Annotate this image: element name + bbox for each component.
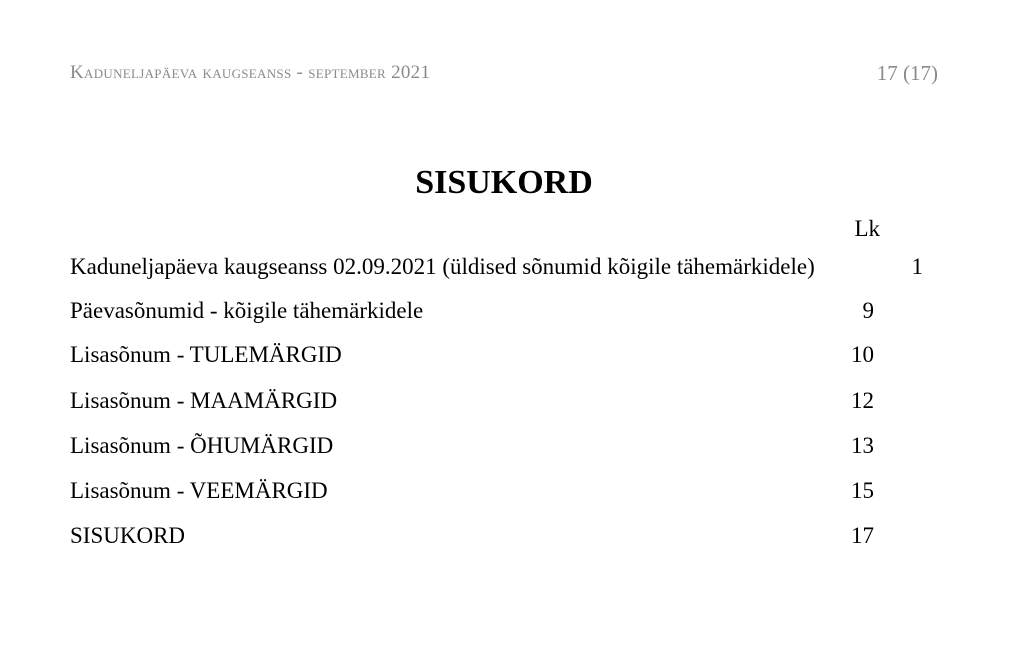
toc-entry[interactable] [70,388,880,418]
page-counter: 17 (17) [876,61,938,85]
toc-entry-page: 1 [911,254,923,279]
toc-entry-title: Lisasõnum - ÕHUMÄRGID [70,433,334,458]
toc-entry-title: Lisasõnum - VEEMÄRGID [70,478,328,503]
toc-entry-page: 10 [851,342,874,367]
toc-entry[interactable] [70,298,880,328]
toc-entry-page: 12 [851,388,874,413]
toc-entry-title: Lisasõnum - TULEMÄRGID [70,342,342,367]
toc-entry[interactable] [70,478,880,508]
toc-entry[interactable] [70,254,923,284]
page-column-label: Lk [854,216,880,241]
running-header-title: Kaduneljapäeva kaugseanss - september 2021 [70,62,431,83]
toc-entry-title: Lisasõnum - MAAMÄRGID [70,388,338,413]
toc-entry-title: Päevasõnumid - kõigile tähemärkidele [70,298,424,323]
toc-title: SISUKORD [415,164,593,201]
toc-entry-page: 9 [862,298,874,323]
toc-entry-page: 13 [851,433,874,458]
toc-entry[interactable] [70,342,880,372]
toc-entry[interactable] [70,523,880,553]
toc-entry-page: 17 [851,523,874,548]
toc-entry-page: 15 [851,478,874,503]
toc-entry-title: Kaduneljapäeva kaugseanss 02.09.2021 (üldised sõnumid kõigile tähemärkidele) [70,254,815,279]
toc-entry[interactable] [70,433,880,463]
toc-entry-title: SISUKORD [70,523,186,548]
